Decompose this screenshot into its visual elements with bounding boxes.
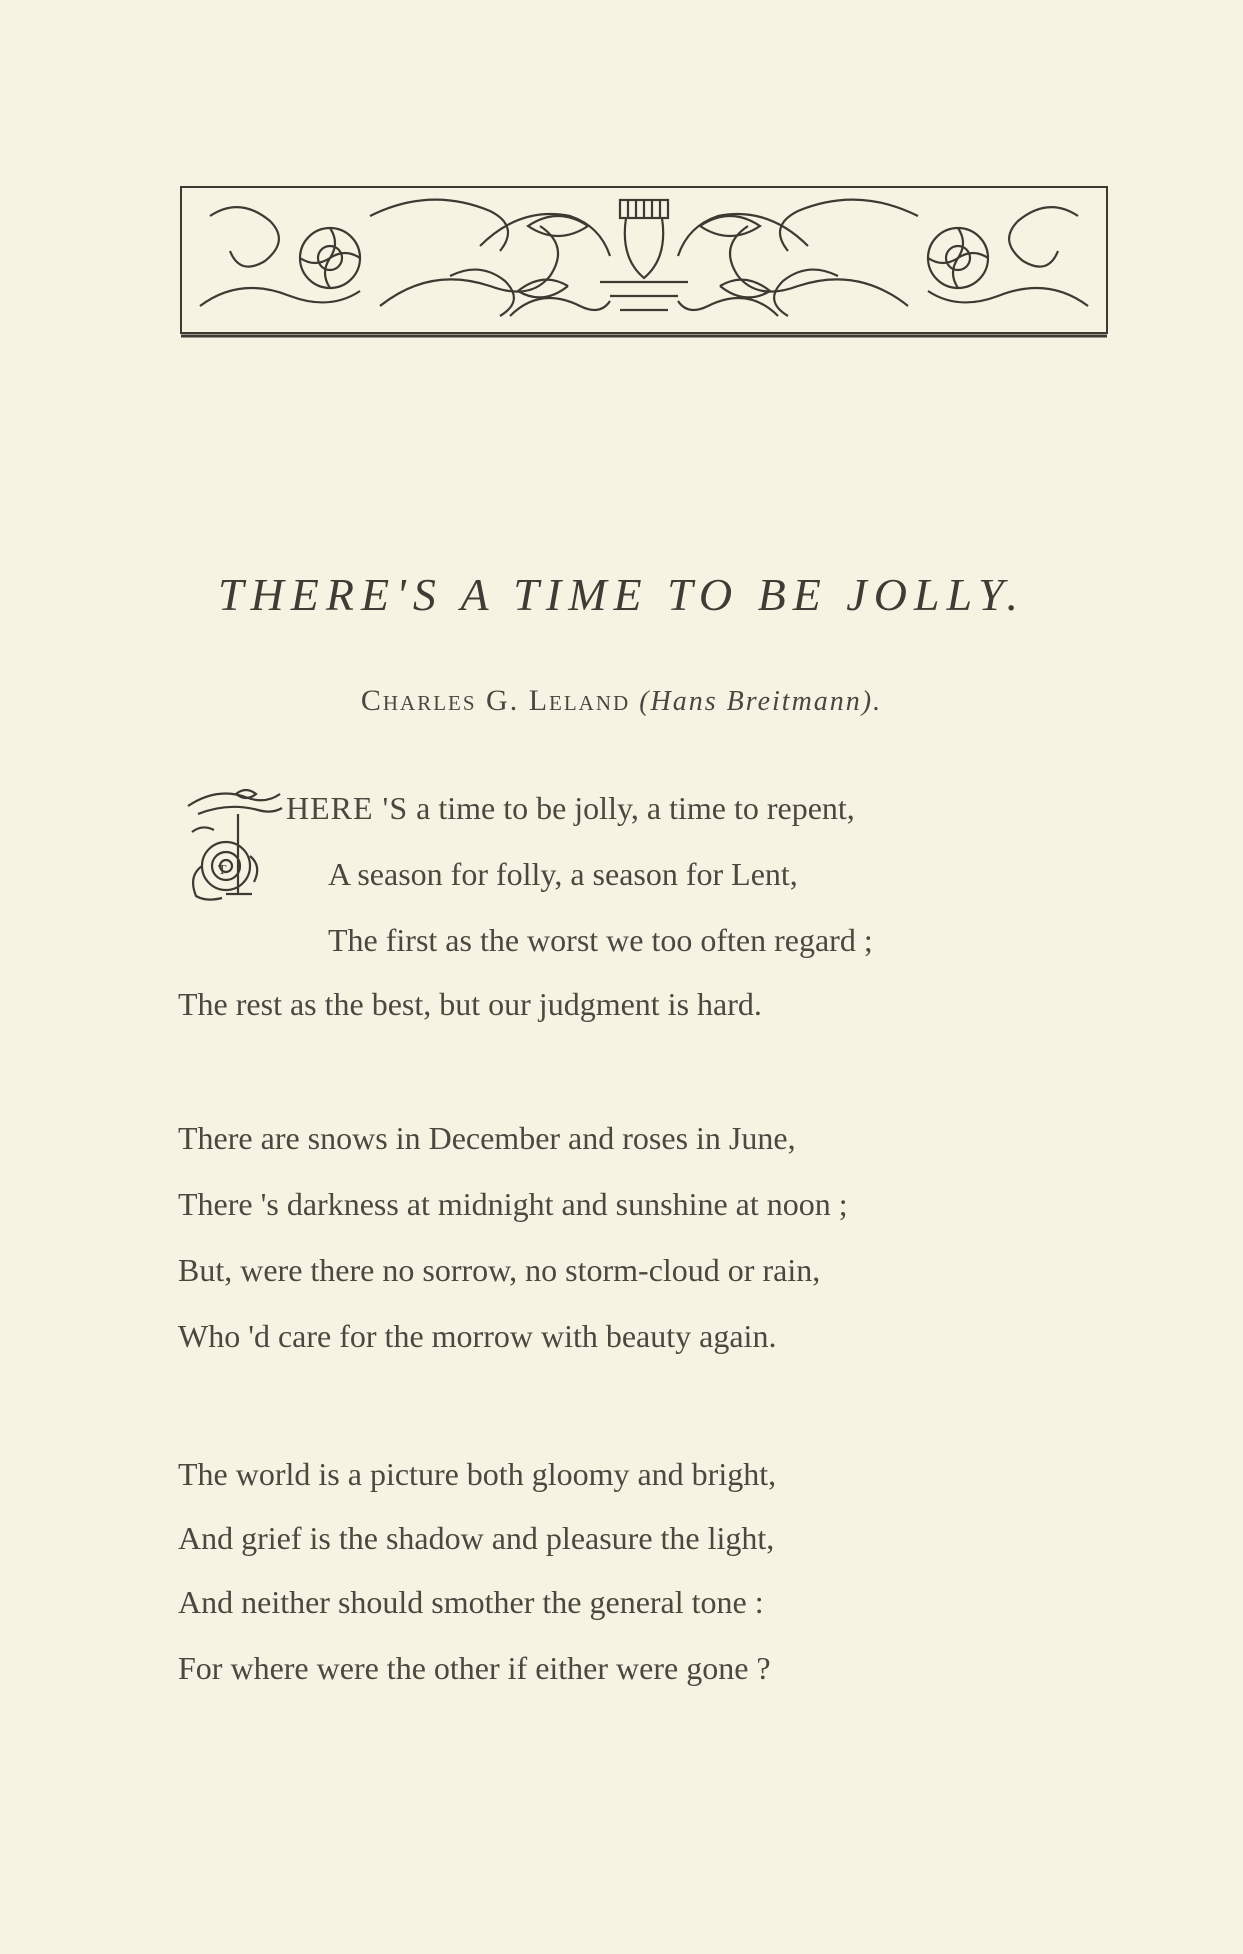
verse-line: The rest as the best, but our judgment is hard. <box>178 986 762 1022</box>
verse-line: A season for folly, a season for Lent, <box>328 856 798 892</box>
dropcap-ornament <box>178 784 288 904</box>
verse-line: There 's darkness at midnight and sunshine at noon ; <box>178 1186 848 1222</box>
poem-title: THERE'S A TIME TO BE JOLLY. <box>217 569 1026 620</box>
verse-line: And neither should smother the general tone : <box>178 1584 764 1620</box>
verse-line: The world is a picture both gloomy and bright, <box>178 1456 777 1492</box>
verse-line: For where were the other if either were gone ? <box>178 1650 771 1686</box>
verse-line: But, were there no sorrow, no storm-cloud or rain, <box>178 1252 821 1288</box>
first-line-rest: a time to be jolly, a time to repent, <box>408 790 855 826</box>
verse-line: There are snows in December and roses in June, <box>178 1120 796 1156</box>
scrollwork-ornament-icon <box>180 186 1108 338</box>
verse-line: Who 'd care for the morrow with beauty again. <box>178 1318 777 1354</box>
dropcap-glyph: T <box>218 863 227 878</box>
verse-line: And grief is the shadow and pleasure the light, <box>178 1520 775 1556</box>
first-line-head: HERE 'S <box>286 790 409 826</box>
author-name: Charles G. Leland <box>360 684 631 717</box>
author-line <box>0 684 1243 718</box>
dropcap-letter-icon <box>178 784 288 904</box>
author-pseudonym: (Hans Breitmann). <box>639 686 883 717</box>
verse-line: The first as the worst we too often regard ; <box>328 922 873 958</box>
ornamental-headpiece <box>180 186 1108 338</box>
verse-line <box>286 788 855 828</box>
